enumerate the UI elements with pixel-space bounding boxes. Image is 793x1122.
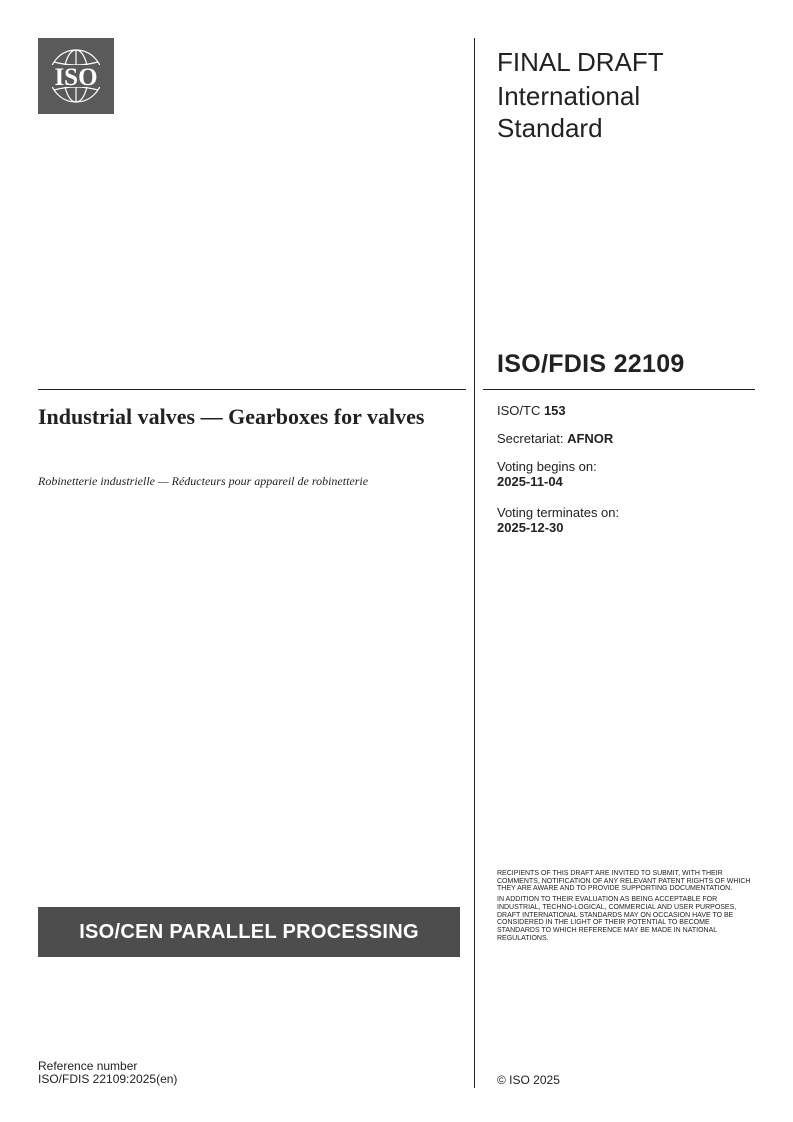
secretariat-label: Secretariat: bbox=[497, 431, 568, 446]
copyright-notice: © ISO 2025 bbox=[497, 1073, 560, 1087]
voting-terminates bbox=[497, 505, 619, 535]
globe-icon bbox=[38, 38, 114, 114]
horizontal-rule-left bbox=[38, 389, 466, 390]
document-subtitle-french: Robinetterie industrielle — Réducteurs pour appareil de robinetterie bbox=[38, 474, 369, 488]
draft-line-3: Standard bbox=[497, 113, 603, 143]
banner-text: ISO/CEN PARALLEL PROCESSING bbox=[79, 920, 419, 943]
voting-terminates-date: 2025-12-30 bbox=[497, 520, 564, 535]
vertical-divider bbox=[474, 38, 475, 1088]
draft-line-2: International bbox=[497, 81, 641, 111]
reference-label: Reference number bbox=[38, 1059, 138, 1073]
notice-paragraph-2: IN ADDITION TO THEIR EVALUATION AS BEING ACCEPTABLE FOR INDUSTRIAL, TECHNO-LOGICAL, COMMERCIAL AND USER PURPOSES, DRAFT INTERNATIONAL STANDARDS MAY ON OCCASION HAVE TO BE CONSIDERED IN THE LIGHT OF THEIR POTENTIAL TO BECOME STANDARDS TO WHICH REFERENCE MAY BE MADE IN NATIONAL REGULATIONS. bbox=[497, 896, 737, 942]
tc-value: 153 bbox=[543, 403, 566, 418]
horizontal-rule-right bbox=[483, 389, 755, 390]
draft-title bbox=[497, 46, 747, 144]
voting-begins bbox=[497, 459, 597, 489]
technical-committee bbox=[497, 403, 566, 418]
iso-logo bbox=[38, 38, 114, 114]
iso-logo-text: ISO bbox=[54, 64, 98, 91]
voting-terminates-label: Voting terminates on: bbox=[497, 505, 620, 520]
document-title: Industrial valves — Gearboxes for valves bbox=[38, 404, 425, 429]
secretariat-value: AFNOR bbox=[567, 431, 614, 446]
notice-paragraph-1: RECIPIENTS OF THIS DRAFT ARE INVITED TO SUBMIT, WITH THEIR COMMENTS, NOTIFICATION OF ANY RELEVANT PATENT RIGHTS OF WHICH THEY ARE AWARE AND TO PROVIDE SUPPORTING DOCUMENTATION. bbox=[497, 870, 751, 893]
reference-value: ISO/FDIS 22109:2025(en) bbox=[38, 1072, 178, 1086]
voting-begins-label: Voting begins on: bbox=[497, 459, 597, 474]
secretariat bbox=[497, 431, 613, 446]
parallel-processing-banner bbox=[38, 907, 460, 957]
tc-label: ISO/TC bbox=[497, 403, 544, 418]
draft-notice bbox=[497, 870, 753, 945]
document-number: ISO/FDIS 22109 bbox=[497, 350, 685, 378]
draft-line-1: FINAL DRAFT bbox=[497, 47, 664, 77]
reference-number-block bbox=[38, 1060, 177, 1086]
voting-begins-date: 2025-11-04 bbox=[497, 474, 563, 489]
